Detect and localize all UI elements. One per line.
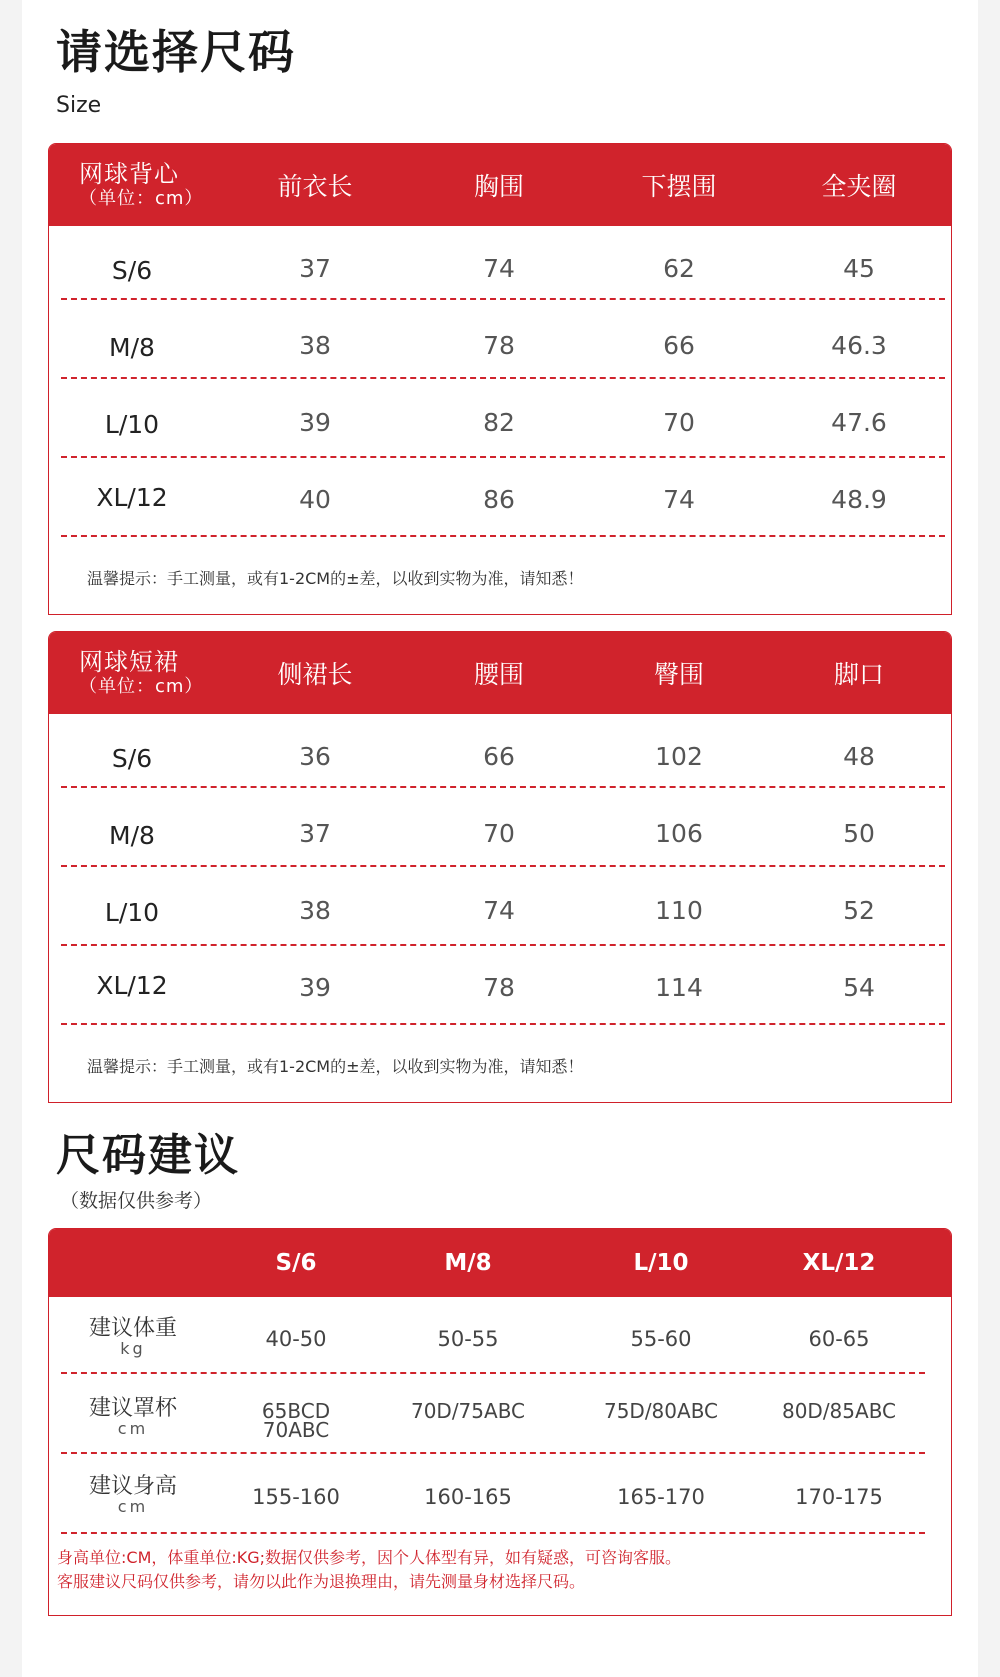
vest-col-header: 下摆围 xyxy=(641,172,717,201)
recommend-cell: 160-165 xyxy=(424,1485,512,1509)
vest-table-name: 网球背心 xyxy=(79,160,179,188)
skirt-col-header: 臀围 xyxy=(653,660,705,689)
vest-table-header xyxy=(49,144,951,226)
row-divider xyxy=(61,1372,925,1374)
table-cell: 114 xyxy=(655,973,703,1002)
table-cell: 78 xyxy=(483,973,515,1002)
table-cell: 52 xyxy=(843,896,875,925)
table-cell: 62 xyxy=(663,254,695,283)
row-divider xyxy=(61,535,945,537)
recommend-col-header: S/6 xyxy=(275,1250,317,1276)
vest-col-header: 全夹圈 xyxy=(821,172,897,201)
table-cell: 78 xyxy=(483,331,515,360)
table-cell: 70 xyxy=(483,819,515,848)
table-cell: 37 xyxy=(299,254,331,283)
vest-col-header: 胸围 xyxy=(473,172,525,201)
row-divider xyxy=(61,298,945,300)
recommend-cell: 40-50 xyxy=(265,1327,327,1351)
table-cell: 54 xyxy=(843,973,875,1002)
page-title: 请选择尺码 xyxy=(56,25,296,79)
size-label: XL/12 xyxy=(96,483,168,512)
table-cell: 36 xyxy=(299,742,331,771)
vest-table-unit: （单位：cm） xyxy=(79,188,204,209)
cup-label: 建议罩杯 xyxy=(88,1396,178,1421)
table-cell: 74 xyxy=(483,254,515,283)
height-unit: cm xyxy=(117,1497,149,1516)
measurement-note: 温馨提示：手工测量，或有1-2CM的±差，以收到实物为准，请知悉！ xyxy=(87,569,584,588)
table-cell: 66 xyxy=(663,331,695,360)
recommend-cell: 70D/75ABC xyxy=(410,1399,526,1423)
row-divider xyxy=(61,786,945,788)
vest-col-header: 前衣长 xyxy=(277,172,353,201)
recommend-col-header: M/8 xyxy=(444,1250,492,1276)
size-recommend-table xyxy=(48,1228,952,1616)
measurement-note: 温馨提示：手工测量，或有1-2CM的±差，以收到实物为准，请知悉！ xyxy=(87,1057,584,1076)
table-cell: 50 xyxy=(843,819,875,848)
vest-table-corner xyxy=(79,160,203,210)
recommend-note: 客服建议尺码仅供参考，请勿以此作为退换理由，请先测量身材选择尺码。 xyxy=(57,1572,586,1591)
size-chart-page xyxy=(22,0,978,1677)
recommend-cell: 60-65 xyxy=(808,1327,870,1351)
skirt-col-header: 脚口 xyxy=(833,660,885,689)
skirt-col-header: 腰围 xyxy=(473,660,525,689)
recommend-subtitle: （数据仅供参考） xyxy=(60,1190,213,1212)
table-cell: 38 xyxy=(299,896,331,925)
table-cell: 82 xyxy=(483,408,515,437)
recommend-table-header xyxy=(49,1229,951,1297)
table-cell: 110 xyxy=(655,896,703,925)
recommend-cell: 165-170 xyxy=(617,1485,705,1509)
recommend-cell: 70ABC xyxy=(262,1418,330,1442)
row-divider xyxy=(61,865,945,867)
size-label: M/8 xyxy=(109,821,155,850)
skirt-table-header xyxy=(49,632,951,714)
table-cell: 102 xyxy=(655,742,703,771)
skirt-table-unit: （单位：cm） xyxy=(79,676,204,697)
recommend-cell: 80D/85ABC xyxy=(781,1399,897,1423)
skirt-col-header: 侧裙长 xyxy=(277,660,353,689)
recommend-note: 身高单位:CM，体重单位:KG;数据仅供参考，因个人体型有异，如有疑惑，可咨询客服。 xyxy=(57,1548,682,1567)
row-divider xyxy=(61,1452,925,1454)
recommend-cell: 50-55 xyxy=(437,1327,499,1351)
recommend-col-header: XL/12 xyxy=(802,1250,876,1276)
recommend-cell: 55-60 xyxy=(630,1327,692,1351)
table-cell: 46.3 xyxy=(831,331,887,360)
row-divider xyxy=(61,1023,945,1025)
recommend-cell: 170-175 xyxy=(795,1485,883,1509)
table-cell: 66 xyxy=(483,742,515,771)
row-divider xyxy=(61,456,945,458)
recommend-col-header: L/10 xyxy=(633,1250,689,1276)
weight-unit: kg xyxy=(120,1339,146,1358)
size-label: S/6 xyxy=(111,256,153,285)
recommend-row-label xyxy=(89,1475,177,1515)
row-divider xyxy=(61,377,945,379)
size-label: L/10 xyxy=(104,898,160,927)
table-cell: 86 xyxy=(483,485,515,514)
skirt-table-name: 网球短裙 xyxy=(79,648,179,676)
height-label: 建议身高 xyxy=(88,1474,178,1499)
skirt-size-table xyxy=(48,631,952,1103)
table-cell: 39 xyxy=(299,973,331,1002)
table-cell: 38 xyxy=(299,331,331,360)
size-label: S/6 xyxy=(111,744,153,773)
recommend-cell: 155-160 xyxy=(252,1485,340,1509)
recommend-title: 尺码建议 xyxy=(56,1130,240,1181)
table-cell: 37 xyxy=(299,819,331,848)
vest-size-table xyxy=(48,143,952,615)
table-cell: 48.9 xyxy=(831,485,887,514)
table-cell: 74 xyxy=(483,896,515,925)
page-subtitle: Size xyxy=(56,93,102,118)
table-cell: 48 xyxy=(843,742,875,771)
row-divider xyxy=(61,1532,925,1534)
table-cell: 40 xyxy=(299,485,331,514)
table-cell: 45 xyxy=(843,254,875,283)
row-divider xyxy=(61,944,945,946)
table-cell: 106 xyxy=(655,819,703,848)
recommend-cell: 65BCD xyxy=(261,1399,331,1423)
recommend-row-label xyxy=(89,1397,177,1437)
size-label: M/8 xyxy=(109,333,155,362)
table-cell: 74 xyxy=(663,485,695,514)
cup-unit: cm xyxy=(117,1419,149,1438)
recommend-cell: 75D/80ABC xyxy=(603,1399,719,1423)
size-label: XL/12 xyxy=(96,971,168,1000)
skirt-table-corner xyxy=(79,648,203,698)
recommend-row-label xyxy=(89,1317,177,1357)
table-cell: 70 xyxy=(663,408,695,437)
table-cell: 39 xyxy=(299,408,331,437)
size-label: L/10 xyxy=(104,410,160,439)
table-cell: 47.6 xyxy=(831,408,887,437)
weight-label: 建议体重 xyxy=(88,1316,178,1341)
